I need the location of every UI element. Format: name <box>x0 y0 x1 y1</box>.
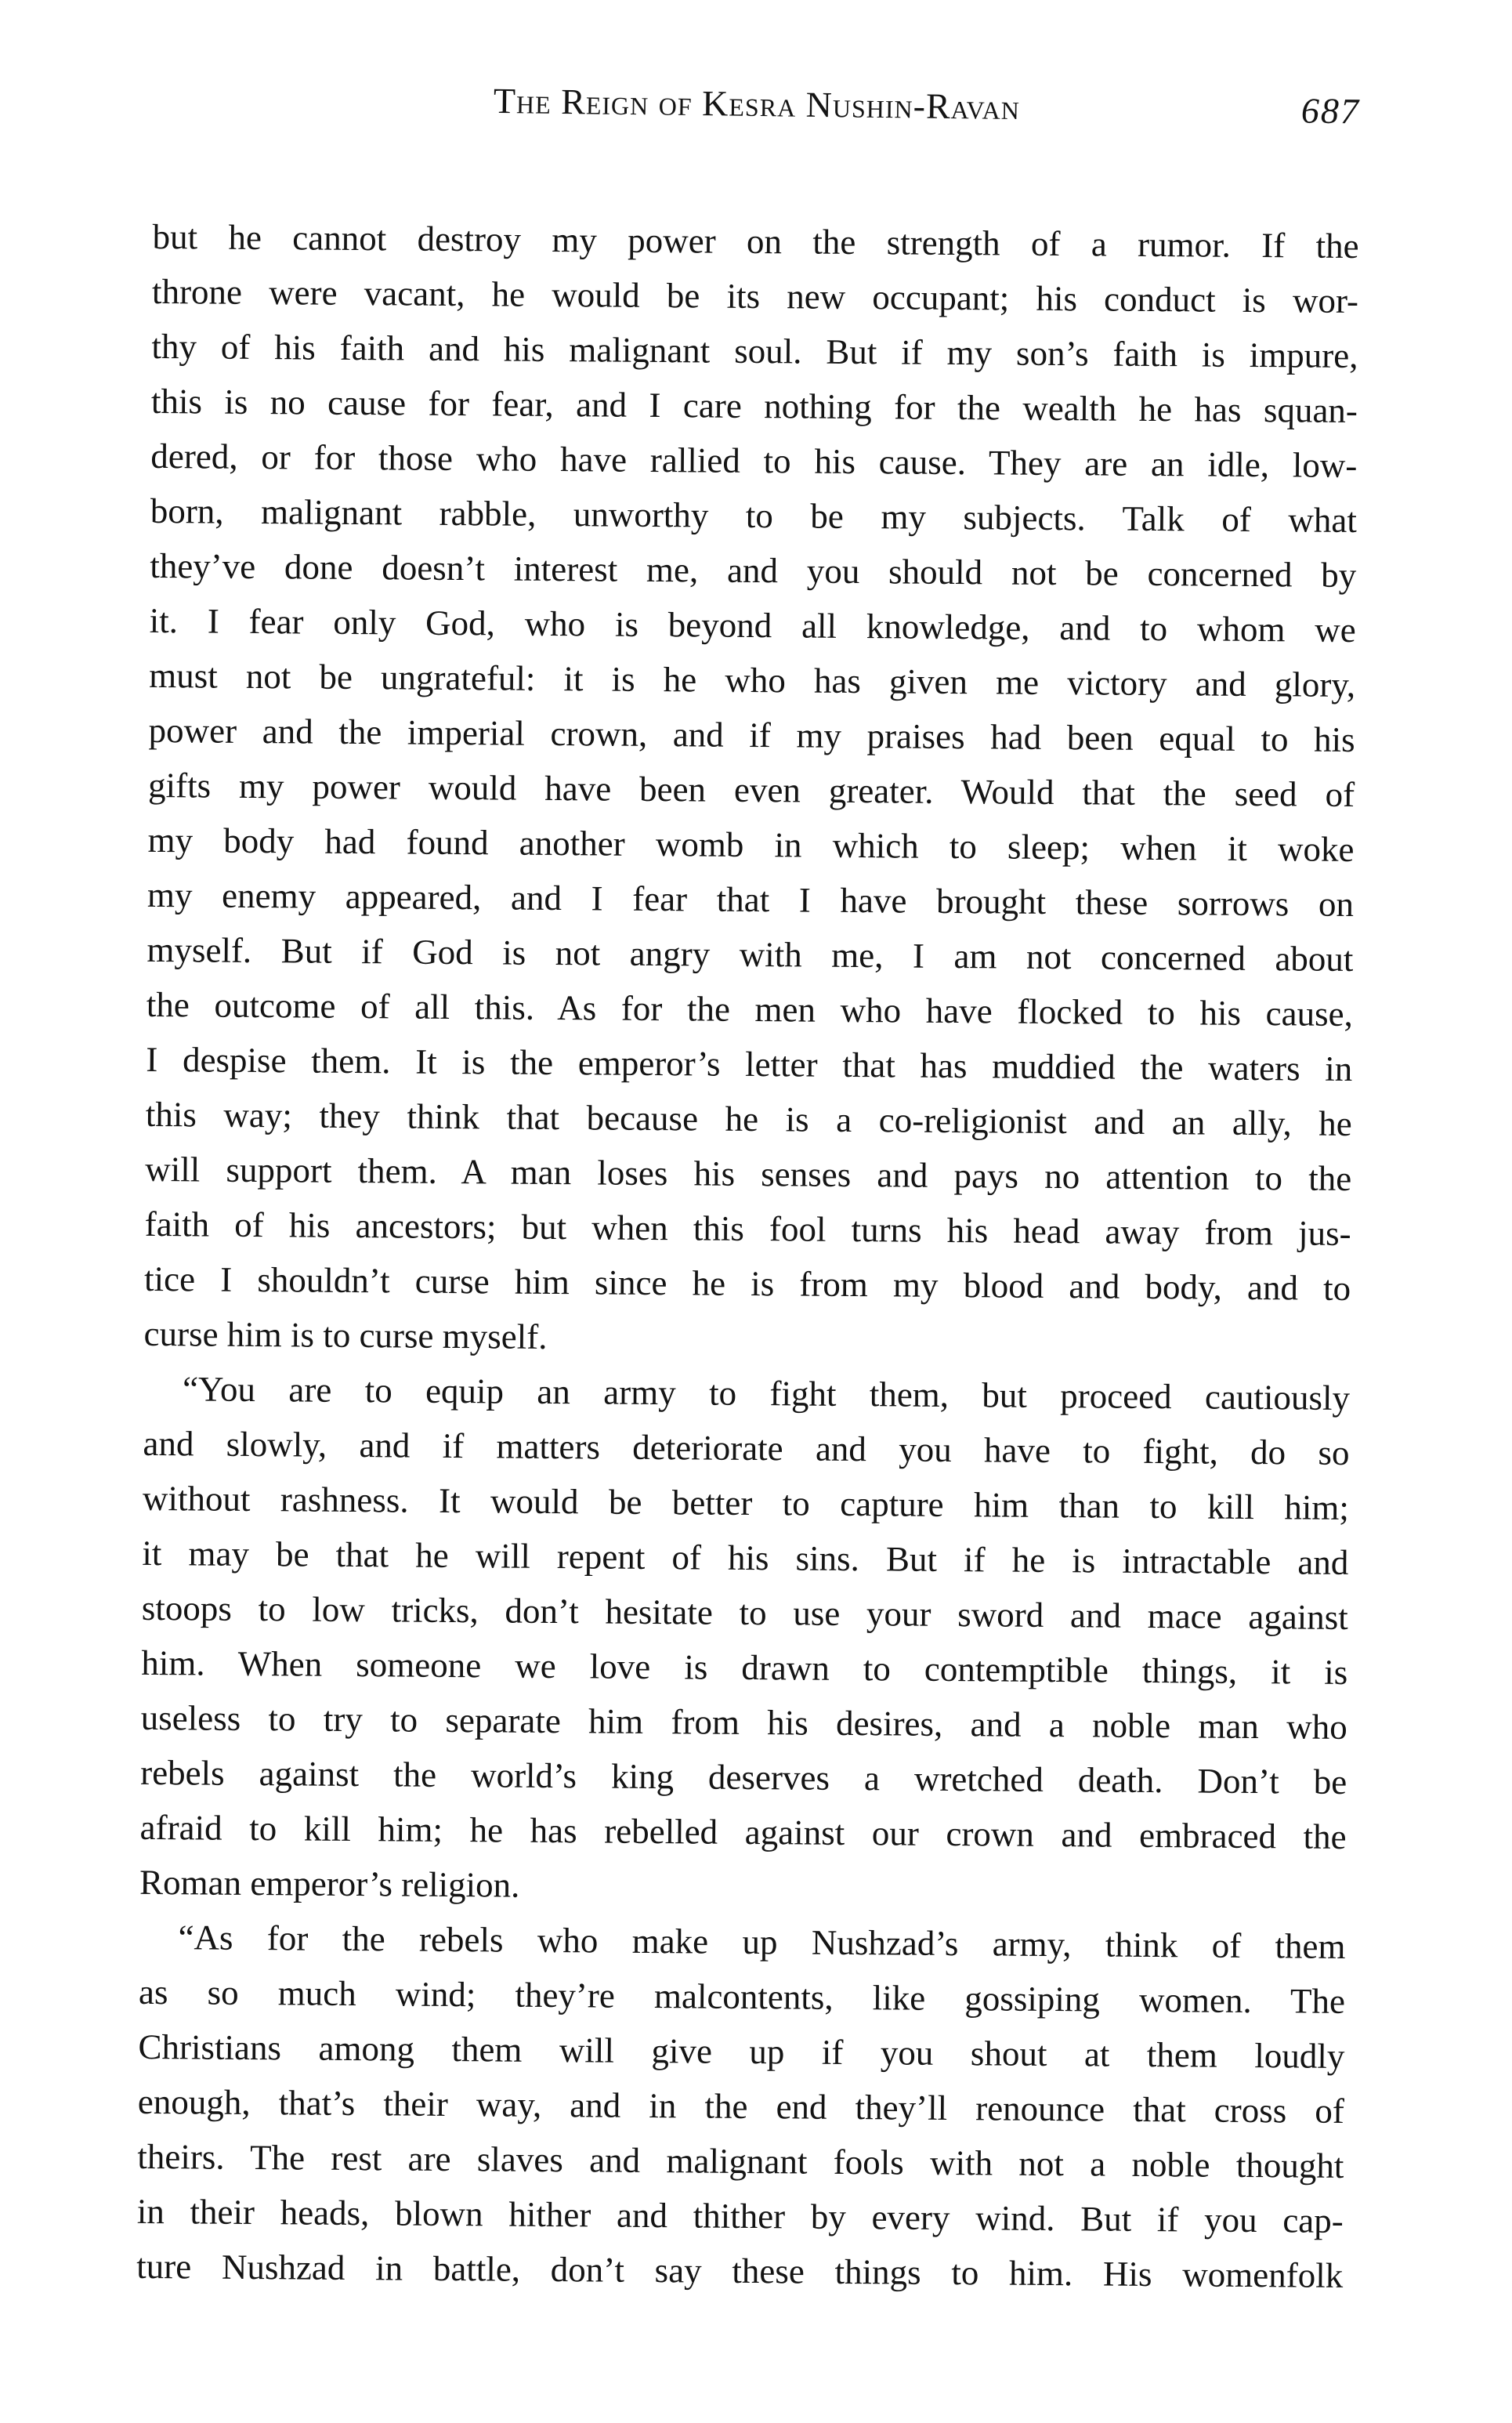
text-line: I despise them. It is the emperor’s letter that has muddied the waters in <box>146 1039 1353 1089</box>
text-line: rebels against the world’s king deserves a wretched death. Don’t be <box>140 1752 1347 1802</box>
text-line: thy of his faith and his malignant soul. But if my son’s faith is impure, <box>151 326 1358 376</box>
text-line: Christians among them will give up if you shout at them loudly <box>138 2026 1345 2076</box>
text-line: and slowly, and if matters deteriorate and you have to fight, do so <box>143 1423 1350 1472</box>
text-line: dered, or for those who have rallied to his cause. They are an idle, low- <box>150 436 1358 486</box>
text-line: they’ve done doesn’t interest me, and you should not be concerned by <box>150 545 1357 596</box>
text-line: tice I shouldn’t curse him since he is from my blood and body, and to <box>143 1259 1351 1308</box>
text-line: enough, that’s their way, and in the end they’ll renounce that cross of <box>137 2081 1345 2131</box>
paragraph <box>139 1361 1350 1919</box>
text-line: throne were vacant, he would be its new occupant; his conduct is wor- <box>151 271 1359 321</box>
text-line: the outcome of all this. As for the men who have flocked to his cause, <box>146 984 1354 1034</box>
text-line: gifts my power would have been even greater. Would that the seed of <box>147 765 1355 815</box>
text-line: “You are to equip an army to fight them, but proceed cautiously <box>182 1369 1351 1418</box>
text-line: as so much wind; they’re malcontents, like gossiping women. The <box>138 1972 1346 2021</box>
text-line: power and the imperial crown, and if my praises had been equal to his <box>148 710 1355 760</box>
body-text <box>136 209 1359 2303</box>
page-content <box>136 0 1361 2303</box>
text-line: ture Nushzad in battle, don’t say these things to him. His womenfolk <box>136 2246 1344 2295</box>
text-line: but he cannot destroy my power on the strength of a rumor. If the <box>152 216 1359 266</box>
text-line: faith of his ancestors; but when this fool turns his head away from jus- <box>144 1204 1351 1253</box>
text-line: Roman emperor’s religion. <box>139 1862 520 1905</box>
text-line: stoops to low tricks, don’t hesitate to use your sword and mace against <box>141 1588 1349 1637</box>
paragraph <box>143 209 1358 1371</box>
text-line: useless to try to separate him from his desires, and a noble man who <box>140 1697 1347 1747</box>
text-line: it. I fear only God, who is beyond all knowledge, and to whom we <box>149 600 1356 650</box>
text-line: this way; they think that because he is a co-religionist and an ally, he <box>145 1094 1352 1144</box>
page-title: The Reign of Kesra Nushin-Ravan <box>493 80 1021 128</box>
text-line: without rashness. It would be better to capture him than to kill him; <box>142 1478 1350 1527</box>
text-line: must not be ungrateful: it is he who has given me victory and glory, <box>149 655 1356 705</box>
running-header <box>154 77 1361 132</box>
text-line: it may be that he will repent of his sins. But if he is intractable and <box>142 1533 1349 1582</box>
text-line: will support them. A man loses his senses and pays no attention to the <box>145 1149 1352 1199</box>
text-line: myself. But if God is not angry with me, I am not concerned about <box>146 929 1354 980</box>
text-line: “As for the rebels who make up Nushzad’s army, think of them <box>178 1918 1346 1966</box>
text-line: in their heads, blown hither and thither by every wind. But if you cap- <box>136 2191 1344 2240</box>
paragraph <box>136 1910 1346 2303</box>
text-line: my body had found another womb in which to sleep; when it woke <box>147 820 1355 870</box>
text-line: born, malignant rabble, unworthy to be my subjects. Talk of what <box>150 491 1358 541</box>
text-line: theirs. The rest are slaves and malignant fools with not a noble thought <box>137 2136 1344 2186</box>
page-number: 687 <box>1300 90 1361 132</box>
text-line: my enemy appeared, and I fear that I have brought these sorrows on <box>146 875 1355 925</box>
text-line: this is no cause for fear, and I care nothing for the wealth he has squan- <box>150 381 1358 431</box>
text-line: afraid to kill him; he has rebelled against our crown and embraced the <box>139 1807 1347 1856</box>
text-line: curse him is to curse myself. <box>143 1313 548 1356</box>
text-line: him. When someone we love is drawn to contemptible things, it is <box>141 1642 1348 1692</box>
